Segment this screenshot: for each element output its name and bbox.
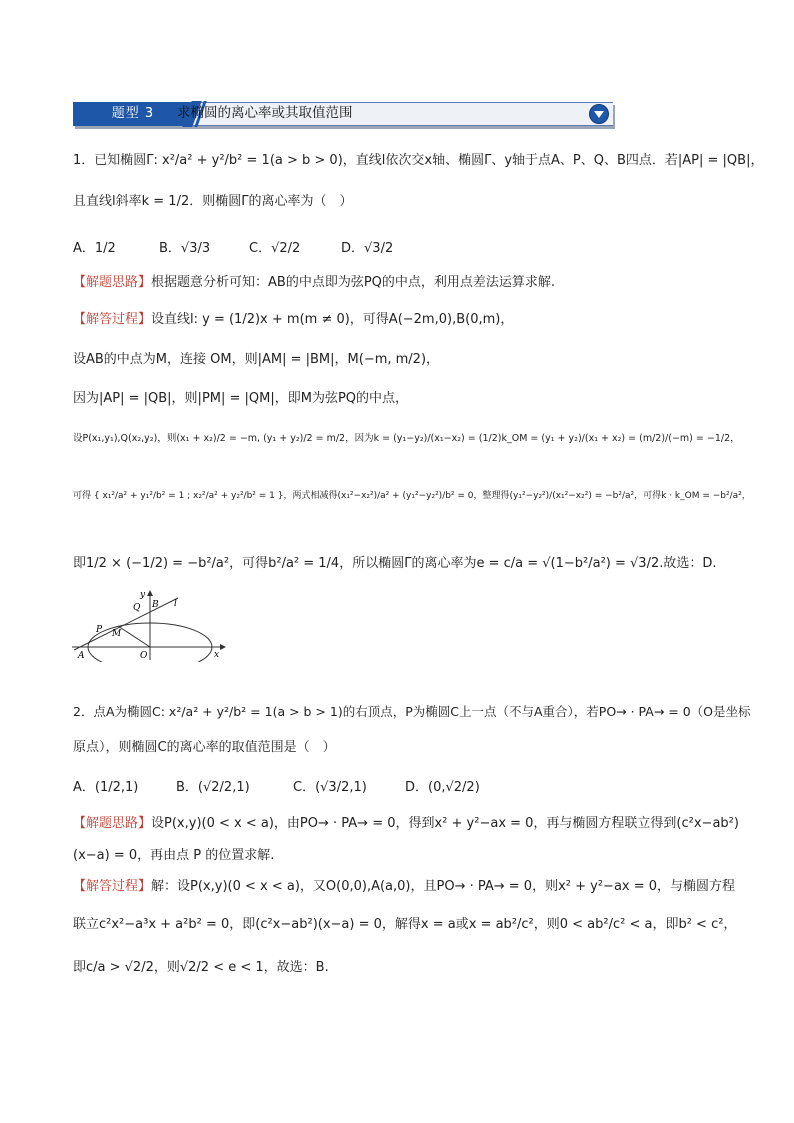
q1-step-3: 因为|AP| = |QB|，则|PM| = |QM|，即M为弦PQ的中点， [73, 391, 409, 406]
q1-hint-text: 根据题意分析可知：AB的中点即为弦PQ的中点，利用点差法运算求解. [151, 275, 556, 290]
label-o: O [140, 651, 148, 661]
chevron-down-icon[interactable] [589, 104, 609, 124]
q2-option-a[interactable]: A．(1/2,1) [73, 780, 139, 795]
q1-step-2: 设AB的中点为M，连接 OM，则|AM| = |BM|，M(−m, m/2)， [73, 352, 440, 367]
label-a: A [78, 651, 85, 661]
q1-hint [73, 274, 555, 292]
q1-step-1: 设直线l: y = (1/2)x + m(m ≠ 0)，可得A(−2m,0),B(0,m)， [151, 312, 514, 327]
q2-proc-line3: 即c/a > √2/2，则√2/2 < e < 1，故选：B. [73, 960, 329, 975]
q1-proc-step1 [73, 311, 513, 329]
q1-step-5: 可得 { x₁²/a² + y₁²/b² = 1 ; x₂²/a² + y₂²/b² = 1 }，两式相减得(x₁²−x₂²)/a² + (y₁²−y₂²)/b² = 0，整理得(y₁²−y₂²)/(x₁²−x₂²) = −b²/a²，可得k · k_OM = −b²/a²， [73, 491, 751, 501]
q2-option-b[interactable]: B．(√2/2,1) [176, 780, 250, 795]
banner-label: 题型 3 [73, 102, 193, 126]
q2-hint-tag: 【解题思路】 [73, 816, 152, 831]
q2-proc-line2: 联立c²x²−a³x + a²b² = 0，即(c²x−ab²)(x−a) = 0，解得x = a或x = ab²/c²，则0 < ab²/c² < a，即b² < c²， [73, 917, 737, 932]
q2-hint-text1: 设P(x,y)(0 < x < a)，由PO→ · PA→ = 0，得到x² + y²−ax = 0，再与椭圆方程联立得到(c²x−ab²) [151, 816, 739, 831]
q2-stem-line1: 2．点A为椭圆C: x²/a² + y²/b² = 1(a > b > 1)的右顶点，P为椭圆C上一点（不与A重合），若PO→ · PA→ = 0（O是坐标 [73, 704, 751, 719]
q2-hint-line1 [73, 815, 739, 833]
q2-proc-text1: 解：设P(x,y)(0 < x < a)，又O(0,0),A(a,0)，且PO→ · PA→ = 0，则x² + y²−ax = 0，与椭圆方程 [151, 879, 736, 894]
banner-title: 求椭圆的离心率或其取值范围 [177, 105, 353, 121]
label-y: y [140, 590, 146, 600]
q1-option-b[interactable]: B．√3/3 [159, 241, 211, 256]
q1-stem-line1: 1．已知椭圆Γ: x²/a² + y²/b² = 1(a > b > 0)，直线l依次交x轴、椭圆Γ、y轴于点A、P、Q、B四点．若|AP| = |QB|， [73, 153, 764, 168]
section-banner [73, 102, 615, 128]
line-l [74, 598, 178, 650]
label-q: Q [133, 603, 141, 613]
q1-step-6: 即1/2 × (−1/2) = −b²/a²，可得b²/a² = 1/4，所以椭圆Γ的离心率为e = c/a = √(1−b²/a²) = √3/2.故选：D. [73, 556, 717, 571]
q2-proc-line1 [73, 878, 735, 896]
q1-option-c[interactable]: C．√2/2 [249, 241, 301, 256]
ellipse-figure [70, 590, 230, 662]
y-axis-arrow [147, 590, 153, 596]
label-l: l [174, 599, 177, 609]
q1-stem-line2: 且直线l斜率k = 1/2．则椭圆Γ的离心率为（ ） [73, 194, 353, 209]
label-b: B [152, 600, 159, 610]
q2-proc-tag: 【解答过程】 [73, 879, 152, 894]
q2-hint-line2: (x−a) = 0，再由点 P 的位置求解. [73, 848, 275, 863]
q1-step-4: 设P(x₁,y₁),Q(x₂,y₂)，则(x₁ + x₂)/2 = −m, (y₁ + y₂)/2 = m/2，因为k = (y₁−y₂)/(x₁−x₂) = (1/2)k_OM = (y₁ + y₂)/(x₁ + x₂) = (m/2)/(−m) = −1/2， [73, 433, 740, 444]
q2-option-c[interactable]: C．(√3/2,1) [293, 780, 367, 795]
label-x: x [214, 650, 220, 660]
q2-stem-line2: 原点），则椭圆C的离心率的取值范围是（ ） [73, 740, 336, 755]
segment-om [118, 626, 150, 647]
q1-option-a[interactable]: A．1/2 [73, 241, 116, 256]
q1-proc-tag: 【解答过程】 [73, 312, 152, 327]
label-p: P [96, 625, 103, 635]
q1-hint-tag: 【解题思路】 [73, 275, 152, 290]
q1-option-d[interactable]: D．√3/2 [341, 241, 394, 256]
label-m: M [112, 629, 122, 639]
q2-option-d[interactable]: D．(0,√2/2) [405, 780, 480, 795]
x-axis-arrow [220, 644, 226, 650]
